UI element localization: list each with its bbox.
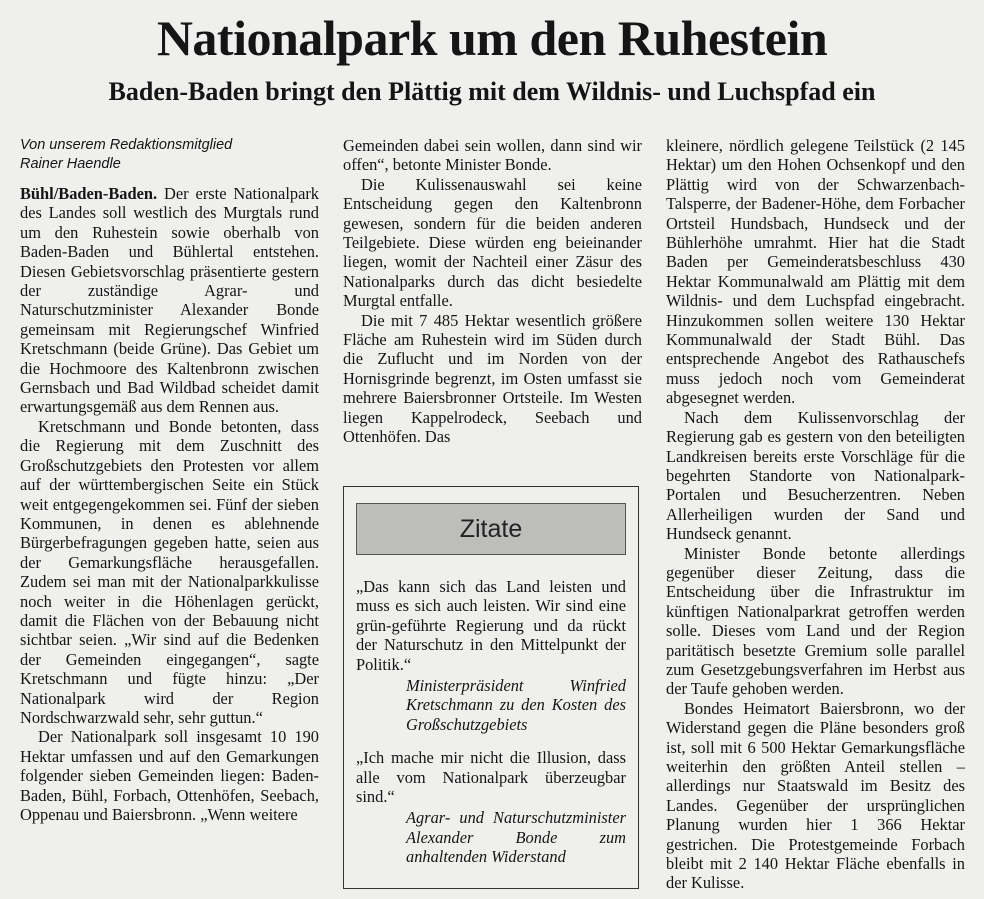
paragraph: Kretschmann und Bonde betonten, dass die Regierung mit dem Zuschnitt des Großschutzgebiets den Protesten vor allem auf der württembergischen Seite ein Stück weit entgegengekommen sei. Fünf der sieben Kommunen, in denen es ablehnende Bürgerbefragungen gegeben hatte, seien aus der Gemarkungsfläche herausgefallen. Zudem sei man mit der Nationalparkkulisse noch weiter in die Höhenlagen gerückt, damit die Flächen von der Bebauung nicht sichtbar seien. „Wir sind auf die Bedenken der Gemeinden eingegangen“, sagte Kretschmann und fügte hinzu: „Der Nationalpark wird der Region Nordschwarzwald sehr, sehr guttun.“ xyxy=(20,416,319,727)
article-column-3 xyxy=(666,136,965,893)
headline: Nationalpark um den Ruhestein xyxy=(156,10,828,66)
paragraph: Die Kulissenauswahl sei keine Entscheidung gegen den Kaltenbronn gewesen, sondern für die beiden anderen Teilgebiete. Diese würden eng beieinander liegen, womit der Nachteil einer Zäsur des Nationalparks durch das dicht besiedelte Murgtal entfalle. xyxy=(343,174,642,311)
quote-text: „Ich mache mir nicht die Illusion, dass alle vom Nationalpark überzeugbar sind.“ xyxy=(356,748,626,807)
byline xyxy=(20,136,319,174)
paragraph: Nach dem Kulissenvorschlag der Regierung gab es gestern von den beteiligten Landkreisen bereits erste Vorschläge für die begehrten Standorte von Nationalpark-Portalen und Besucherzentren. Neben Allerheiligen wurden der Sand und Hundseck genannt. xyxy=(666,407,965,544)
paragraph-text: Der erste Nationalpark des Landes soll westlich des Murgtals rund um den Ruhestein sowie oberhalb von Baden-Baden und Bühlertal entstehen. Diesen Gebietsvorschlag präsentierte gestern der zuständige Agrar- und Naturschutzminister Alexander Bonde gemeinsam mit Regierungschef Winfried Kretschmann (beide Grüne). Das Gebiet um die Hochmoore des Kaltenbronn zwischen Gernsbach und Bad Wildbad scheidet damit erwartungsgemäß aus dem Rennen aus. xyxy=(20,184,319,417)
dateline: Bühl/Baden-Baden. xyxy=(20,184,158,203)
article-column-2 xyxy=(343,136,642,447)
quote-attribution: Agrar- und Naturschutzminister Alexander Bonde zum anhaltenden Widerstand xyxy=(406,808,626,867)
quotes-box xyxy=(343,486,639,889)
paragraph: Die mit 7 485 Hektar wesentlich größere Fläche am Ruhestein wird im Süden durch die Zuflucht und im Norden von der Hornisgrinde begrenzt, im Osten umfasst sie mehrere Baiersbronner Ortsteile. Im Westen liegen Kappelrodeck, Seebach und Ottenhöfen. Das xyxy=(343,310,642,447)
byline-author: Rainer Haendle xyxy=(20,156,121,172)
quote-text: „Das kann sich das Land leisten und muss es sich auch leisten. Wir sind eine grün-geführte Regierung und da rückt der Naturschutz in den Mittelpunkt der Politik.“ xyxy=(356,577,626,674)
paragraph: kleinere, nördlich gelegene Teilstück (2 145 Hektar) um den Hohen Ochsenkopf und den Plättig wird von der Schwarzenbach-Talsperre, der Badener-Höhe, dem Forbacher Ortsteil Hundsbach, Hundseck und der Bühlerhöhe umrahmt. Hier hat die Stadt Baden per Gemeinderatsbeschluss 430 Hektar Kommunalwald am Plättig mit dem Wildnis- und dem Luchspfad eingebracht. Hinzukommen sollen weitere 130 Hektar Kommunalwald der Stadt Bühl. Das entsprechende Angebot des Rathauschefs muss jedoch noch vom Gemeinderat abgesegnet werden. xyxy=(666,136,965,408)
paragraph: Der Nationalpark soll insgesamt 10 190 Hektar umfassen und auf den Gemarkungen folgender sieben Gemeinden liegen: Baden-Baden, Bühl, Forbach, Ottenhöfen, Seebach, Oppenau und Baiersbronn. „Wenn weitere xyxy=(20,727,319,824)
paragraph xyxy=(20,184,319,417)
quote-attribution: Ministerpräsident Winfried Kretschmann zu den Kosten des Großschutzgebiets xyxy=(406,676,626,734)
paragraph: Minister Bonde betonte allerdings gegenüber dieser Zeitung, dass die Entscheidung über die Infrastruktur im künftigen Nationalparkrat getroffen werden solle. Dieses vom Land und der Region paritätisch besetzte Gremium solle parallel zum Gesetzgebungsverfahren im Herbst aus der Taufe gehoben werden. xyxy=(666,543,965,699)
subheadline: Baden-Baden bringt den Plättig mit dem Wildnis- und Luchspfad ein xyxy=(108,77,876,106)
article-column-1 xyxy=(20,136,319,824)
paragraph: Gemeinden dabei sein wollen, dann sind wir offen“, betonte Minister Bonde. xyxy=(343,136,642,175)
quotes-box-title: Zitate xyxy=(356,503,626,555)
byline-line-1: Von unserem Redaktionsmitglied xyxy=(20,137,233,153)
paragraph: Bondes Heimatort Baiersbronn, wo der Widerstand gegen die Pläne besonders groß ist, soll mit 6 500 Hektar Gemarkungsfläche weiterhin den größten Anteil stellen – allerdings nur Staatswald im Besitz des Landes. Gegenüber der ursprünglichen Planung wurden hier 1 366 Hektar gestrichen. Die Protestgemeinde Forbach bleibt mit 2 140 Hektar Fläche ebenfalls in der Kulisse. xyxy=(666,698,965,893)
